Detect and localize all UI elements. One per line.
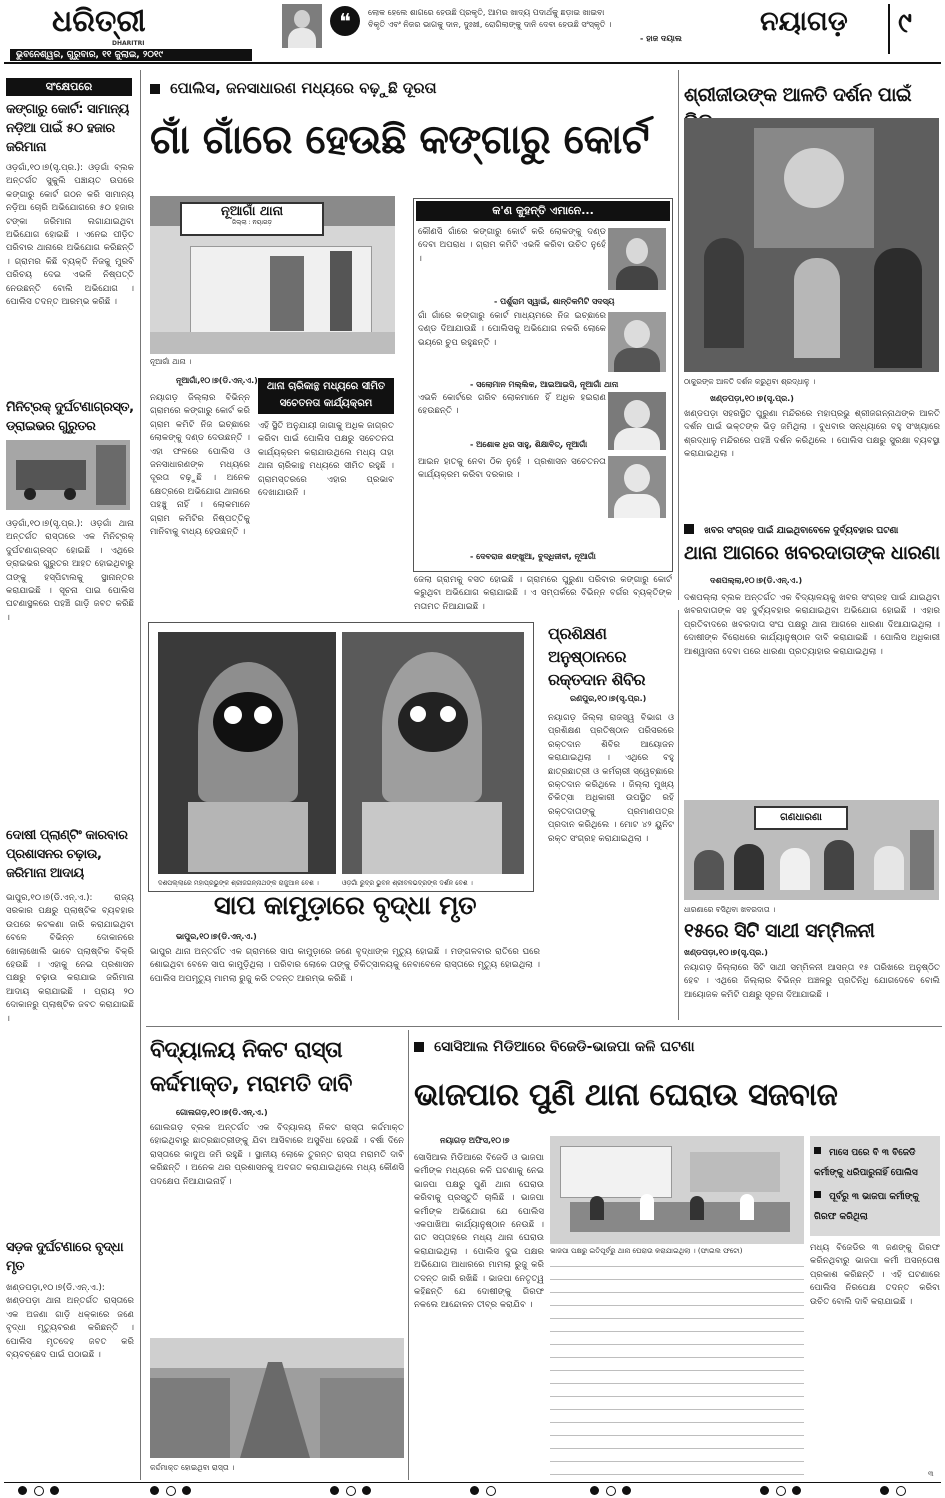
page-number: ୯ [898, 6, 912, 39]
brief-1-headline: କଙ୍ଗାରୁ କୋର୍ଟ: ସାମାନ୍ୟ ନଡ଼ିଆ ପାଇଁ ୫୦ ହଜାର ଜରିମାନା [6, 102, 129, 155]
city-saathi-body: ନୟାଗଡ଼ ଜିଲ୍ଲାରେ ସିଟି ସାଥୀ ସମ୍ମିଳନୀ ଆସନ୍ତା ୧୫ ତାରିଖରେ ଅନୁଷ୍ଠିତ ହେବ । ଏଥିରେ ଜିଲ୍ଲାର ବିଭିନ୍ନ ଅଞ୍ଚଳରୁ ପ୍ରତିନିଧି ଯୋଗଦେବେ ବୋଲି ଆୟୋଜକ କମିଟି ପକ୍ଷରୁ ସୂଚନା ଦିଆଯାଇଛି । [684, 963, 940, 1000]
mid-rule [146, 1026, 942, 1027]
bottom-lead-text-block [550, 1266, 804, 1478]
quote-author: - ହାଜ ଦୟାଲ [640, 34, 682, 43]
deity-caption-right: ଓଡ଼ଗାଁ ରୁଦ୍ର ଭୁବନ ଶ୍ରୀବଳଭଦ୍ରଙ୍କ ଦର୍ଶନ ବେଶ । [342, 879, 473, 887]
blood-right-divider [678, 610, 679, 1020]
bottom-lead-headline: ଭାଜପାର ପୁଣି ଥାନା ଘେରାଉ ସଜବାଜ [414, 1077, 838, 1113]
masthead [0, 0, 945, 62]
station-sign-sub: ଜିଲ୍ଲା : ନୟାଗଡ଼ [231, 219, 273, 226]
quote-2-author: - ସଲୋମାନ ମଲ୍ଲିକ, ଆଇଆଇସି, ନୂଆଗାଁ ଥାନା [470, 380, 619, 389]
school-road-headline: ବିଦ୍ୟାଳୟ ନିକଟ ରାସ୍ତା କର୍ଦ୍ଦମାକ୍ତ, ମରାମତି ଦାବି [150, 1038, 352, 1097]
city-saathi-dateline: ଖଣ୍ଡପଡ଼ା,୧୦।୭(ସୃ.ପ୍ର.) [684, 948, 768, 957]
columnist-photo [282, 4, 322, 48]
kicker-square-icon [150, 84, 160, 94]
gherao-photo [550, 1136, 804, 1244]
gherao-caption: ଭାଜପା ପକ୍ଷରୁ ଇତିପୂର୍ବରୁ ଥାନା ଘେରାଉ କରାଯାଇଥିଲା । (ଫାଇଲ ଫଟୋ) [550, 1247, 743, 1255]
right-col-divider [678, 70, 679, 600]
quote-1: କୌଣସି ଗାଁରେ କଙ୍ଗାରୁ କୋର୍ଟ କରି ଲୋକଙ୍କୁ ଦଣ୍ଡ ଦେବା ଅପରାଧ । ଗ୍ରାମ କମିଟି ଏଭଳି କରିବା ଉଚିତ ନୁହେଁ । [418, 227, 606, 264]
footer-page-number: ୩ [928, 1470, 934, 1478]
lead-body-col-3: ଜେଲା ଗ୍ରାମକୁ ବସତ ହୋଇଛି । ଗ୍ରାମରେ ପୁରୁଣା ପରିବାର କଙ୍ଗାରୁ କୋର୍ଟ କରୁଥିବା ଅଭିଯୋଗ କରାଯାଇଛି । ଏ ସମ୍ପର୍କରେ ବିଭିନ୍ନ ବର୍ଗର ବ୍ୟକ୍ତିଙ୍କ ମତାମତ ନିଆଯାଇଛି । [414, 575, 672, 612]
lead-body-col-1: ନୟାଗଡ଼ ଜିଲ୍ଲାର ବିଭିନ୍ନ ଗ୍ରାମରେ କଙ୍ଗାରୁ କୋର୍ଟ କରି ଗ୍ରାମ କମିଟି ନିଜ ଇଚ୍ଛାରେ ଲୋକଙ୍କୁ ଦଣ୍ଡ ଦେଉଛନ୍ତି । ଏହା ଫଳରେ ପୋଲିସ ଓ ଜନସାଧାରଣଙ୍କ ମଧ୍ୟରେ ଦୂରତା ବଢ଼ୁଛି । ଅନେକ କ୍ଷେତ୍ରରେ ଅଭିଯୋଗ ଥାନାରେ ପହଞ୍ଚୁ ନାହିଁ । ଲୋକମାନେ ଗ୍ରାମ କମିଟିର ନିଷ୍ପତ୍ତିକୁ ମାନିବାକୁ ବାଧ୍ୟ ହେଉଛନ୍ତି । [150, 393, 250, 538]
footer-rule [4, 1482, 941, 1483]
bottom-lead-kicker-text: ସୋସିଆଲ ମିଡିଆରେ ବିଜେଡି-ଭାଜପା କଳି ଘଟଣା [434, 1039, 695, 1055]
lead-body-col-2: ଏହି ସ୍ଥିତି ଅନୁଯାୟୀ ଜାଗାକୁ ଅଧିକ ଜାଗ୍ରତ କରିବା ପାଇଁ ପୋଲିସ ପକ୍ଷରୁ ସଚେତନତା କାର୍ଯ୍ୟକ୍ରମ କରାଯାଉଥିଲେ ମଧ୍ୟ ତାହା ଥାନା ଚାରିକାନ୍ଥ ମଧ୍ୟରେ ସୀମିତ ରହୁଛି । ଗ୍ରାମସ୍ତରରେ ଏହାର ପ୍ରଭାବ ଦେଖାଯାଉନି । [258, 421, 394, 499]
quote-4: ଆଇନ ହାତକୁ ନେବା ଠିକ ନୁହେଁ । ପ୍ରଶାସନ ସଚେତନତା କାର୍ଯ୍ୟକ୍ରମ କରିବା ଦରକାର । [418, 457, 606, 481]
snake-dateline: ଭାପୁର,୧୦।୭(ଡି.ଏନ୍.ଏ.) [176, 932, 257, 941]
lead-kicker [150, 78, 670, 100]
kicker-square-icon [684, 524, 694, 534]
dateline: ଭୁବନେଶ୍ୱର, ଗୁରୁବାର, ୧୧ ଜୁଲାଇ, ୨୦୧୯ [10, 49, 252, 61]
snake-headline: ସାପ କାମୁଡ଼ାରେ ବୃଦ୍ଧା ମୃତ [213, 891, 477, 921]
quote-icon: ❝ [330, 6, 360, 36]
station-photo-caption: ନୂଆଗାଁ ଥାନା । [150, 357, 192, 366]
blood-camp-body: ନୟାଗଡ଼ ଜିଲ୍ଲା ରାଜସ୍ୱ ବିଭାଗ ଓ ପ୍ରଶିକ୍ଷଣ ପ୍ରତିଷ୍ଠାନ ପରିସରରେ ରକ୍ତଦାନ ଶିବିର ଆୟୋଜନ କରାଯାଇଥିଲା । ଏଥିରେ ବହୁ ଛାତ୍ରଛାତ୍ରୀ ଓ କର୍ମଚାରୀ ସ୍ୱେଚ୍ଛାରେ ରକ୍ତଦାନ କରିଥିଲେ । ଜିଲ୍ଲା ମୁଖ୍ୟ ଚିକିତ୍ସା ଅଧିକାରୀ ଉପସ୍ଥିତ ରହି ରକ୍ତଦାତାଙ୍କୁ ପ୍ରମାଣପତ୍ର ପ୍ରଦାନ କରିଥିଲେ । ମୋଟ ୪୨ ୟୁନିଟ ରକ୍ତ ସଂଗ୍ରହ କରାଯାଇଥିଲା । [548, 713, 674, 844]
registration-marks [0, 1484, 945, 1498]
quote-3-portrait [608, 392, 666, 450]
section-name: ନୟାଗଡ଼ [760, 6, 848, 37]
blood-camp-headline: ପ୍ରଶିକ୍ଷଣ ଅନୁଷ୍ଠାନରେ ରକ୍ତଦାନ ଶିବିର [548, 624, 646, 689]
quote-3-author: - ଅଶୋକ ଧିର ସାହୁ, ଶିକ୍ଷାବିତ୍, ନୂଆଗାଁ [470, 440, 588, 449]
brief-2-headline: ମିନିଟ୍ରକ୍ ଦୁର୍ଘଟଣାଗ୍ରସ୍ତ, ଡ୍ରାଇଭର ଗୁରୁତର [6, 400, 134, 434]
aarati-headline: ଶ୍ରୀଜୀଉଙ୍କ ଆଳତି ଦର୍ଶନ ପାଇଁ [684, 84, 912, 106]
aarati-dateline: ଖଣ୍ଡପଡ଼ା,୧୦।୭(ସୃ.ପ୍ର.) [710, 394, 794, 403]
police-station-photo [150, 196, 395, 354]
quote-line-2: ବିକୃତି ଏବଂ ନିଜର ଭାଗକୁ ଦାନ, ଦୁଃଖୀ, ରୋଗିଲାଙ୍କୁ ଦାନି ଦେବା ହେଉଛି ସଂସ୍କୃତି । [368, 20, 612, 29]
quote-3: ଏଭଳି କୋର୍ଟରେ ଗରିବ ଲୋକମାନେ ହିଁ ଅଧିକ ହଇରାଣ ହେଉଛନ୍ତି । [418, 393, 606, 417]
school-road-body: ଗୋଲଗଡ଼ ବ୍ଲକ ଅନ୍ତର୍ଗତ ଏକ ବିଦ୍ୟାଳୟ ନିକଟ ରାସ୍ତା କର୍ଦ୍ଦମାକ୍ତ ହୋଇଥିବାରୁ ଛାତ୍ରଛାତ୍ରୀଙ୍କୁ ଯିବା ଆସିବାରେ ଅସୁବିଧା ହେଉଛି । ବର୍ଷା ଦିନେ ରାସ୍ତାରେ କାଦୁଅ ଜମି ରହୁଛି । ସ୍ଥାନୀୟ ଲୋକେ ତୁରନ୍ତ ରାସ୍ତା ମରାମତି ଦାବି କରିଛନ୍ତି । ଅନେକ ଥର ପ୍ରଶାସନକୁ ଅବଗତ କରାଯାଇଥିଲେ ମଧ୍ୟ କୌଣସି ପଦକ୍ଷେପ ନିଆଯାଇନାହିଁ । [150, 1123, 404, 1187]
side-point-2: ପୂର୍ବରୁ ୩ ଭାଜପା କର୍ମୀଙ୍କୁ ଗିରଫ କରିଥିଲା [814, 1192, 919, 1222]
lead-headline: ଗାଁ ଗାଁରେ ହେଉଛି କଙ୍ଗାରୁ କୋର୍ଟ [150, 117, 650, 163]
aarati-photo [684, 118, 939, 372]
masthead-rule [4, 62, 941, 64]
quote-line-1: ଲୋକ ହେଲେ ଶାଗରେ ହେଉଛି ପ୍ରକୃତି, ଆମର ଖାଦ୍ୟ ପଦାର୍ଥକୁ ଛଡ଼ାଇ ଖାଇବା [368, 8, 605, 17]
station-sign-text: ନୂଆଗାଁ ଥାନା [220, 204, 284, 219]
muddy-road-caption: କର୍ଦ୍ଦମାକ୍ତ ହୋଇଥିବା ରାସ୍ତା । [150, 1463, 235, 1472]
aarati-body: ଖଣ୍ଡପଡ଼ା ସହରସ୍ଥିତ ପୁରୁଣା ମନ୍ଦିରରେ ମହାପ୍ରଭୁ ଶ୍ରୀଜଗନ୍ନାଥଙ୍କ ଆଳତି ଦର୍ଶନ ପାଇଁ ଭକ୍ତଙ୍କ ଭିଡ଼ ଜମିଥିଲା । ବୁଧବାର ସନ୍ଧ୍ୟାରେ ବହୁ ସଂଖ୍ୟାରେ ଶ୍ରଦ୍ଧାଳୁ ମନ୍ଦିରରେ ପହଞ୍ଚି ଦର୍ଶନ କରିଥିଲେ । ପୋଲିସ ପକ୍ଷରୁ ସୁରକ୍ଷା ବ୍ୟବସ୍ଥା କରାଯାଇଥିଲା । [684, 409, 940, 460]
brief-4-headline: ସଡ଼କ ଦୁର୍ଘଟଣାରେ ବୃଦ୍ଧା ମୃତ [6, 1240, 124, 1274]
brief-2-body: ଓଡ଼ଗାଁ,୧୦।୭(ସୃ.ପ୍ର.): ଓଡ଼ଗାଁ ଥାନା ଅନ୍ତର୍ଗତ ରାସ୍ତାରେ ଏକ ମିନିଟ୍ରକ୍ ଦୁର୍ଘଟଣାଗ୍ରସ୍ତ ହୋଇଛି । ଏଥିରେ ଡ୍ରାଇଭର ଗୁରୁତର ଆହତ ହୋଇଥିବାରୁ ତାଙ୍କୁ ହସ୍ପିଟାଲକୁ ସ୍ଥାନାନ୍ତର କରାଯାଇଛି । ସୂଚନା ପାଇ ପୋଲିସ ଘଟଣାସ୍ଥଳରେ ପହଞ୍ଚି ଗାଡ଼ି ଜବତ କରିଛି । [6, 519, 134, 623]
bottom-side-box [810, 1136, 940, 1236]
deity-photo-right [342, 632, 524, 874]
quote-4-portrait [608, 456, 666, 518]
snake-body: ଭାପୁର ଥାନା ଅନ୍ତର୍ଗତ ଏକ ଗ୍ରାମରେ ସାପ କାମୁଡ଼ାରେ ଜଣେ ବୃଦ୍ଧାଙ୍କ ମୃତ୍ୟୁ ହୋଇଛି । ମଙ୍ଗଳବାର ରାତିରେ ଘରେ ଶୋଇଥିବା ବେଳେ ସାପ କାମୁଡ଼ିଥିଲା । ପରିବାର ଲୋକେ ତାଙ୍କୁ ଚିକିତ୍ସାଳୟକୁ ନେବାବେଳେ ରାସ୍ତାରେ ମୃତ୍ୟୁ ହୋଇଥିଲା । ପୋଲିସ ଅପମୃତ୍ୟୁ ମାମଲା ରୁଜୁ କରି ତଦନ୍ତ ଆରମ୍ଭ କରିଛି । [150, 947, 540, 984]
aarati-caption: ଠାକୁରଙ୍କ ଆଳତି ଦର୍ଶନ କରୁଥିବା ଶ୍ରଦ୍ଧାଳୁ । [684, 377, 816, 386]
bottom-col-divider [408, 1030, 409, 1480]
quote-2: ଗାଁ ଗାଁରେ କଙ୍ଗାରୁ କୋର୍ଟ ମାଧ୍ୟମରେ ନିଜ ଇଚ୍ଛାରେ ଦଣ୍ଡ ଦିଆଯାଉଛି । ପୋଲିସକୁ ଅଭିଯୋଗ ନକରି ଲୋକେ ଭୟରେ ଚୁପ ରହୁଛନ୍ତି । [418, 311, 606, 348]
bottom-lead-body: ସୋସିଆଲ ମିଡିଆରେ ବିଜେଡି ଓ ଭାଜପା କର୍ମୀଙ୍କ ମଧ୍ୟରେ କଳି ଘଟଣାକୁ ନେଇ ଭାଜପା ପକ୍ଷରୁ ପୁଣି ଥାନା ଘେରାଉ କରିବାକୁ ପ୍ରସ୍ତୁତି ଚାଲିଛି । ଭାଜପା କର୍ମୀଙ୍କ ଅଭିଯୋଗ ଯେ ପୋଲିସ ଏକପାଖିଆ କାର୍ଯ୍ୟାନୁଷ୍ଠାନ ନେଉଛି । ଗତ ସପ୍ତାହରେ ମଧ୍ୟ ଥାନା ଘେରାଉ କରାଯାଇଥିଲା । ପୋଲିସ ଦୁଇ ପକ୍ଷର ଅଭିଯୋଗ ଆଧାରରେ ମାମଲା ରୁଜୁ କରି ତଦନ୍ତ ଜାରି ରଖିଛି । ଭାଜପା ନେତୃତ୍ୱ କହିଛନ୍ତି ଯେ ଦୋଷୀଙ୍କୁ ଗିରଫ ନକଲେ ଆନ୍ଦୋଳନ ତୀବ୍ର କରାଯିବ । [414, 1153, 544, 1311]
muddy-road-photo [150, 1338, 404, 1458]
bullet-square-icon [814, 1147, 821, 1154]
dharana-kicker [684, 518, 940, 536]
truck-photo [6, 440, 130, 510]
brief-1-body: ଓଡ଼ଗାଁ,୧୦।୭(ସୃ.ପ୍ର.): ଓଡ଼ଗାଁ ବ୍ଲକ ଅନ୍ତର୍ଗତ ସୁକୁଲି ପଞ୍ଚାୟତ ଉପରେ କଙ୍ଗାରୁ କୋର୍ଟ ଗଠନ କରି ସାମାନ୍ୟ ନଡ଼ିଆ ଚୋରି ଅଭିଯୋଗରେ ୫୦ ହଜାର ଟଙ୍କା ଜରିମାନା ଲଗାଯାଇଥିବା ଅଭିଯୋଗ ହୋଇଛି । ଏନେଇ ପୀଡ଼ିତ ପରିବାର ଥାନାରେ ଅଭିଯୋଗ କରିଛନ୍ତି । ଗ୍ରାମର କିଛି ବ୍ୟକ୍ତି ନିଜକୁ ମୁରବି ପରିଚୟ ଦେଇ ଏଭଳି ନିଷ୍ପତ୍ତି ନେଉଛନ୍ତି ବୋଲି ଅଭିଯୋଗ । ପୋଲିସ ତଦନ୍ତ ଆରମ୍ଭ କରିଛି । [6, 163, 134, 308]
school-road-dateline: ଗୋଲଗଡ଼,୧୦।୭(ଡି.ଏନ୍.ଏ.) [176, 1108, 268, 1117]
city-saathi-headline: ୧୫ରେ ସିଟି ସାଥୀ ସମ୍ମିଳନୀ [684, 920, 875, 942]
briefs-tag: ସଂକ୍ଷେପରେ [6, 78, 132, 96]
brief-3-headline: ଦୋଷୀ ପ୍ଲାଣ୍ଟିଂ କାରବାର ପ୍ରଶାସନର ଚଢ଼ାଉ, ଜରିମାନା ଆଦାୟ [6, 828, 128, 881]
lead-kicker-text: ପୋଲିସ, ଜନସାଧାରଣ ମଧ୍ୟରେ ବଢ଼ୁଛି ଦୂରତା [170, 79, 437, 97]
logo-sub: DHARITRI [112, 40, 145, 47]
brief-4-body: ଖଣ୍ଡପଡ଼ା,୧୦।୭(ଡି.ଏନ୍.ଏ.): ଖଣ୍ଡପଡ଼ା ଥାନା ଅନ୍ତର୍ଗତ ରାସ୍ତାରେ ଏକ ଅଜଣା ଗାଡ଼ି ଧକ୍କାରେ ଜଣେ ବୃଦ୍ଧା ମୃତ୍ୟୁବରଣ କରିଛନ୍ତି । ପୋଲିସ ମୃତଦେହ ଜବତ କରି ବ୍ୟବଚ୍ଛେଦ ପାଇଁ ପଠାଇଛି । [6, 1283, 134, 1361]
brief-3-body: ଭାପୁର,୧୦।୭(ଡି.ଏନ୍.ଏ.): ରାଜ୍ୟ ସରକାର ପକ୍ଷରୁ ପ୍ଲାଷ୍ଟିକ ବ୍ୟବହାର ଉପରେ କଟକଣା ଜାରି କରାଯାଇଥିବା ବେଳେ ବିଭିନ୍ନ ଦୋକାନରେ ଖୋଲାଖୋଲି ଭାବେ ପ୍ଲାଷ୍ଟିକ ବିକ୍ରି ହେଉଛି । ଏହାକୁ ନେଇ ପ୍ରଶାସନ ପକ୍ଷରୁ ଚଢ଼ାଉ କରାଯାଇ ଜରିମାନା ଆଦାୟ କରାଯାଇଛି । ପ୍ରାୟ ୨୦ ଦୋକାନରୁ ପ୍ଲାଷ୍ଟିକ ଜବତ କରାଯାଇଛି । [6, 893, 134, 1024]
dharana-caption: ଧାରଣାରେ ବସିଥିବା ଖବରଦାତା । [684, 905, 776, 914]
deity-photo-left [158, 632, 336, 874]
quotes-box-title: କ'ଣ କୁହନ୍ତି ଏମାନେ... [416, 201, 670, 221]
deity-caption-left: ଦଶପଲ୍ଲାରେ ମହାପ୍ରଭୁଙ୍କ ଶ୍ରୀଜଗନ୍ନାଥଙ୍କ ରାଜୁଆଳ ବେଶ । [158, 879, 319, 887]
bottom-lead-body-2: ମଧ୍ୟ ବିଜେଡିର ୩ ଜଣଙ୍କୁ ଗିରଫ କରିନଥିବାରୁ ଭାଜପା କର୍ମୀ ଅସନ୍ତୋଷ ପ୍ରକାଶ କରିଛନ୍ତି । ଏହି ଘଟଣାରେ ପୋଲିସ ନିରପେକ୍ଷ ତଦନ୍ତ କରିବା ଉଚିତ ବୋଲି ଦାବି କରାଯାଇଛି । [810, 1243, 940, 1307]
dharana-dateline: ଦଶପଲ୍ଲା,୧୦।୭(ଡି.ଏନ୍.ଏ.) [710, 576, 803, 585]
dharana-kicker-text: ଖବର ସଂଗ୍ରହ ପାଇଁ ଯାଇଥିବାବେଳେ ଦୁର୍ବ୍ୟବହାର ଘଟଣା [704, 526, 899, 536]
section-divider [888, 4, 890, 54]
quote-2-portrait [608, 312, 666, 372]
logo: ଧରିତ୍ରୀ [52, 4, 146, 39]
left-col-divider [140, 70, 141, 1480]
bullet-square-icon [814, 1191, 821, 1198]
quote-1-portrait [608, 228, 666, 290]
dharana-photo [684, 800, 939, 900]
quote-1-author: - ପର୍ଶୁରାମ ସ୍ୱାଇଁ, ଶାନ୍ତିକମିଟି ସଦସ୍ୟ [494, 297, 615, 306]
quote-4-author: - ଦେବରାଜ ଶଙ୍ଖୁଆ, ବୁଦ୍ଧିଜୀବୀ, ନୂଆଗାଁ [470, 552, 596, 561]
bottom-lead-dateline: ନୟାଗଡ଼ ଅଫିସ,୧୦।୭ [440, 1136, 510, 1145]
dharana-banner: ଗଣଧାରଣା [754, 806, 848, 830]
lead-inset-title: ଥାନା ଚାରିକାନ୍ଥ ମଧ୍ୟରେ ସୀମିତ ସଚେତନତା କାର୍ଯ୍ୟକ୍ରମ [258, 378, 394, 414]
side-point-1: ମାସେ ପରେ ବି ୩ ବିଜେଡି କର୍ମୀଙ୍କୁ ଧରିପାରୁନାହିଁ ପୋଲିସ [814, 1148, 918, 1178]
kicker-square-icon [414, 1042, 424, 1052]
dharana-headline: ଥାନା ଆଗରେ ଖବରଦାତାଙ୍କ ଧାରଣା [684, 542, 940, 564]
bottom-lead-kicker [414, 1036, 940, 1058]
lead-dateline: ନୂଆଗାଁ,୧୦।୭(ଡି.ଏନ୍.ଏ.) [176, 376, 258, 385]
blood-camp-dateline: ରଣପୁର,୧୦।୭(ସୃ.ପ୍ର.) [570, 694, 647, 703]
dharana-body: ଦଶପଲ୍ଲା ବ୍ଲକ ଅନ୍ତର୍ଗତ ଏକ ବିଦ୍ୟାଳୟକୁ ଖବର ସଂଗ୍ରହ ପାଇଁ ଯାଇଥିବା ଖବରଦାତାଙ୍କ ସହ ଦୁର୍ବ୍ୟବହାର କରାଯାଇଥିବା ଅଭିଯୋଗ ହୋଇଛି । ଏହାର ପ୍ରତିବାଦରେ ଖବରଦାତା ସଂଘ ପକ୍ଷରୁ ଥାନା ଆଗରେ ଧାରଣା ଦିଆଯାଇଥିଲା । ଦୋଷୀଙ୍କ ବିରୋଧରେ କାର୍ଯ୍ୟାନୁଷ୍ଠାନ ଦାବି କରାଯାଇଛି । ପୋଲିସ ଅଧିକାରୀ ଆଶ୍ୱାସନା ଦେବା ପରେ ଧାରଣା ପ୍ରତ୍ୟାହାର କରାଯାଇଥିଲା । [684, 593, 940, 657]
